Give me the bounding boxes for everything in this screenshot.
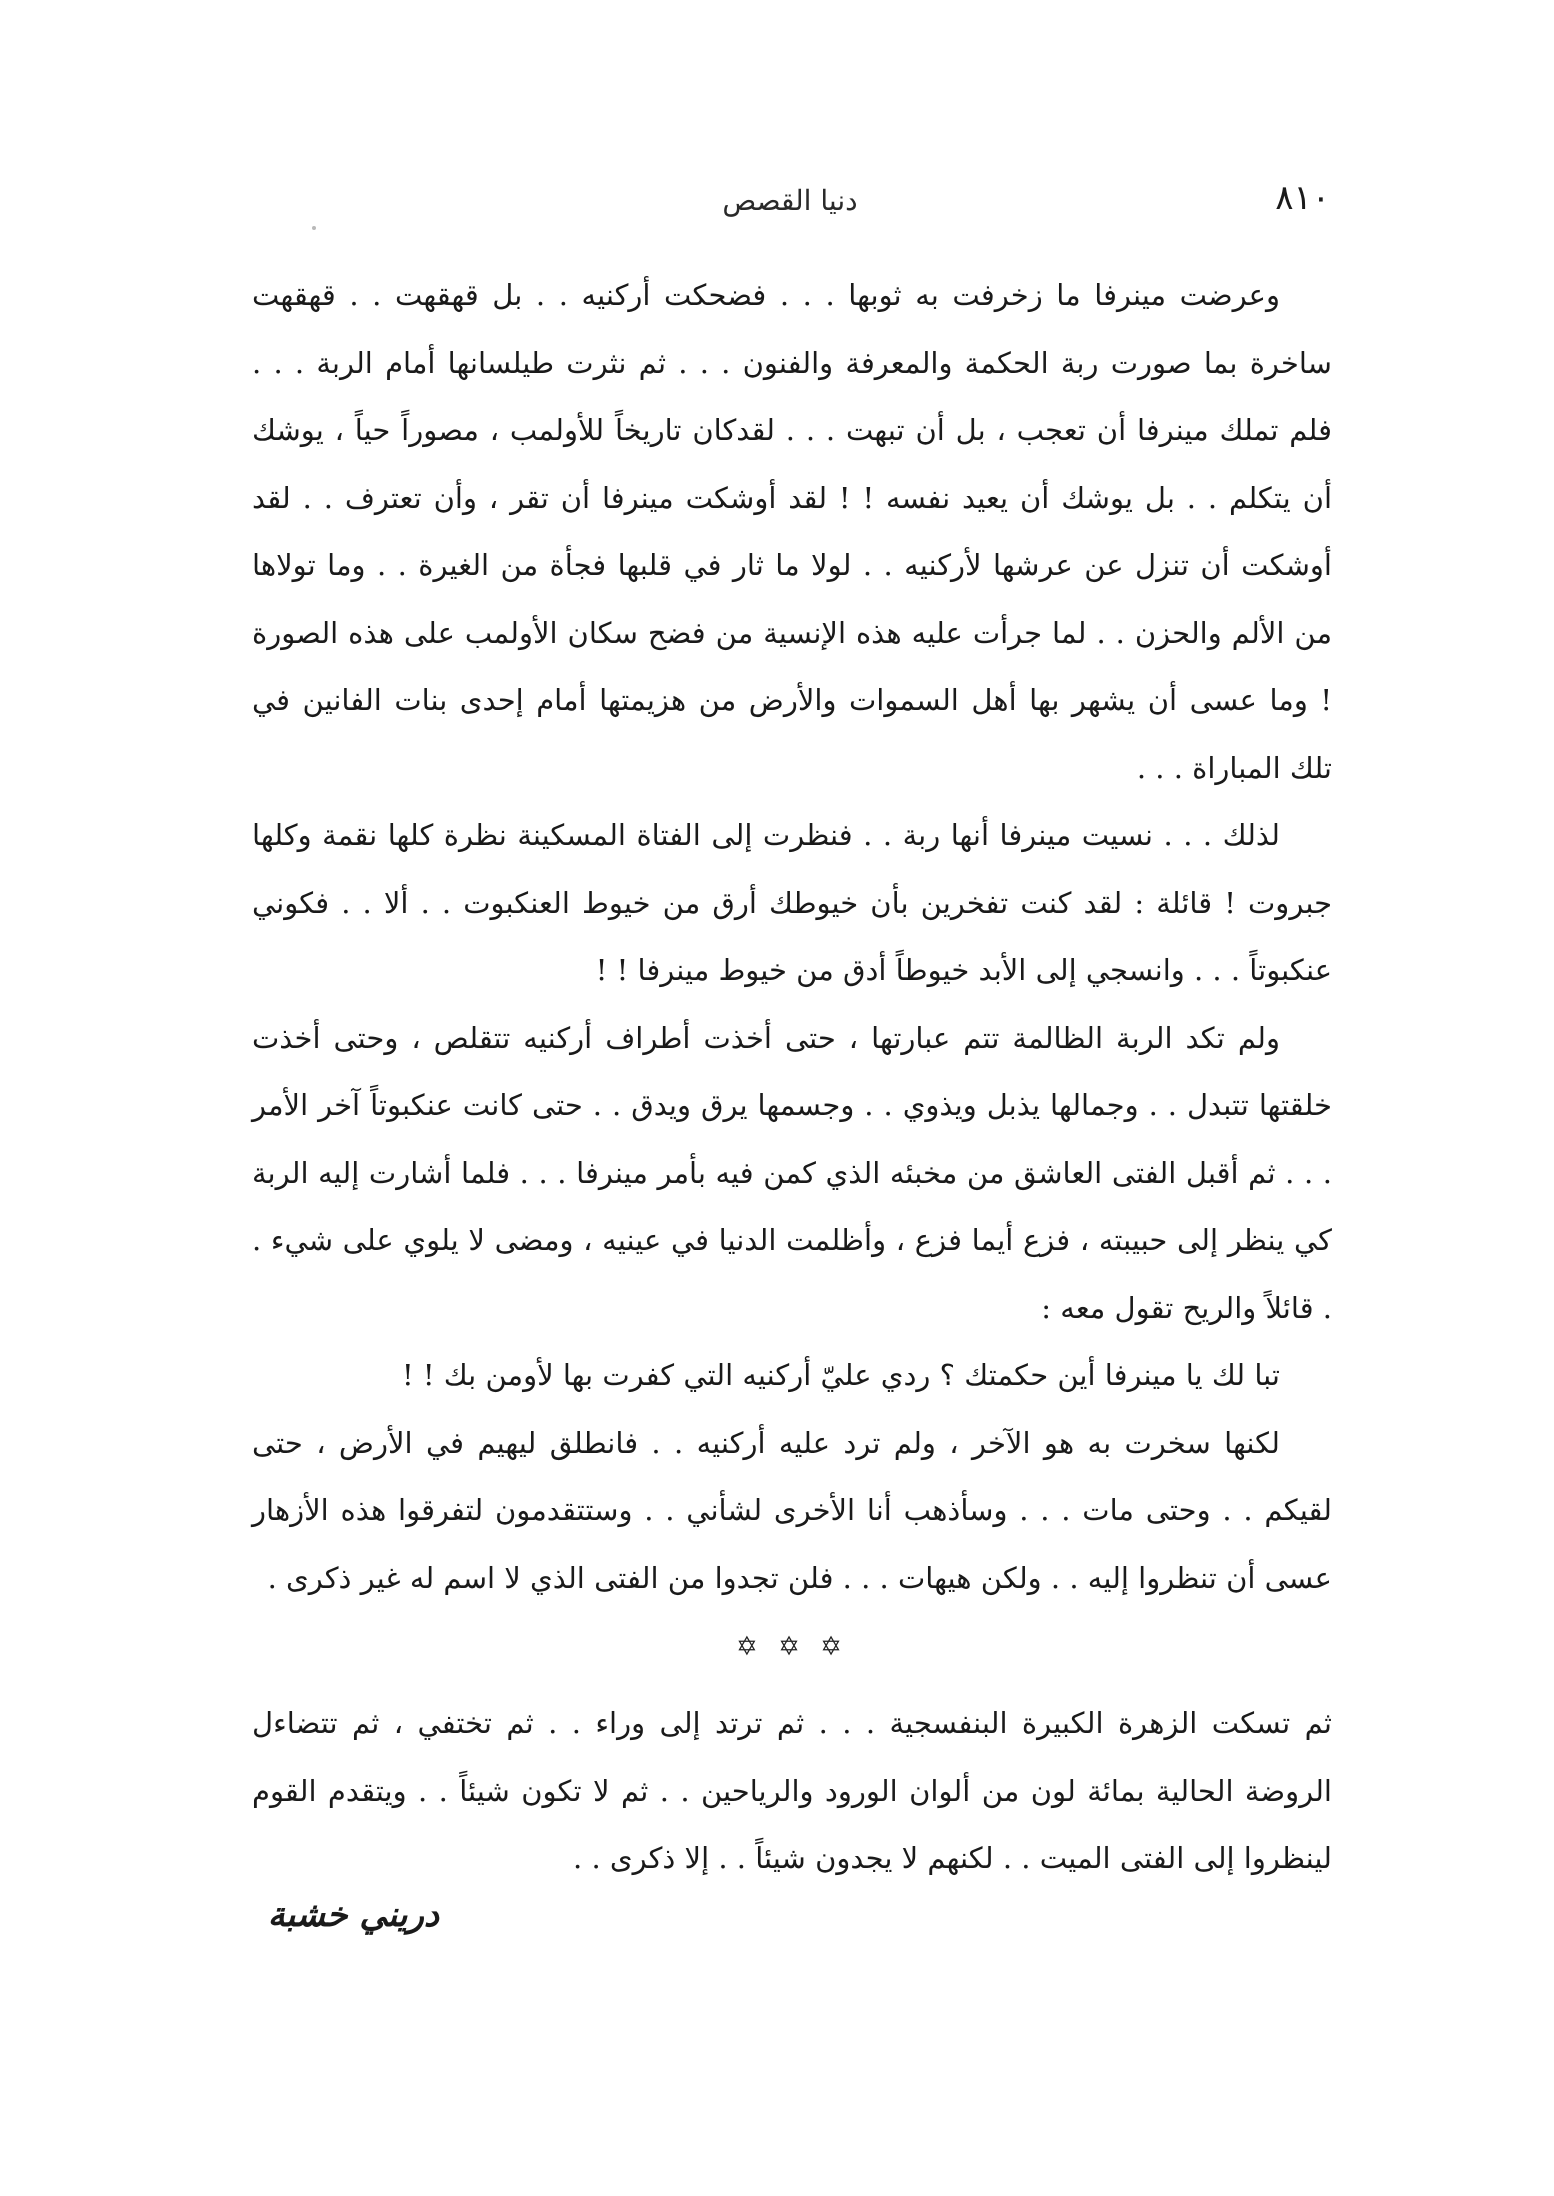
section-separator-stars: ✡ ✡ ✡ (736, 1632, 848, 1662)
paragraph-4: تبا لك يا مينرفا أين حكمتك ؟ ردي عليّ أركنيه التي كفرت بها لأومن بك ! ! (401, 1358, 1280, 1392)
paragraph-1: وعرضت مينرفا ما زخرفت به ثوبها . . . فضحكت أركنيه . . بل قهقهت . . قهقهت ساخرة بما صورت ربة الحكمة والمعرفة والفنون . . . ثم نثرت طيلسانها أمام الربة . . . فلم تملك مينرفا أن تعجب ، بل أن تبهت . . . لقدكان تاريخاً للأولمب ، مصوراً حياً ، يوشك أن يتكلم . . بل يوشك أن يعيد نفسه ! ! لقد أوشكت مينرفا أن تقر ، وأن تعترف . . لقد أوشكت أن تنزل عن عرشها لأركنيه . . لولا ما ثار في قلبها فجأة من الغيرة . . وما تولاها من الألم والحزن . . لما جرأت عليه هذه الإنسية من فضح سكان الأولمب على هذه الصورة ! وما عسى أن يشهر بها أهل السموات والأرض من هزيمتها أمام إحدى بنات الفانين في تلك المباراة . . . (252, 278, 1332, 785)
paragraph-5: لكنها سخرت به هو الآخر ، ولم ترد عليه أركنيه . . فانطلق ليهيم في الأرض ، حتى لقيكم . . وحتى مات . . . وسأذهب أنا الأخرى لشأني . . وستتقدمون لتفرقوا هذه الأزهار عسى أن تنظروا إليه . . ولكن هيهات . . . فلن تجدوا من الفتى الذي لا اسم له غير ذكرى . (252, 1425, 1332, 1595)
page-number: ٨١٠ (1275, 178, 1330, 218)
paragraph-2: لذلك . . . نسيت مينرفا أنها ربة . . فنظرت إلى الفتاة المسكينة نظرة كلها نقمة وكلها جبروت ! قائلة : لقد كنت تفخرين بأن خيوطك أرق من خيوط العنكبوت . . ألا . . فكوني عنكبوتاً . . . وانسجي إلى الأبد خيوطاً أدق من خيوط مينرفا ! ! (252, 818, 1332, 987)
page-header (250, 178, 1330, 238)
closing-section (252, 1690, 1332, 1893)
paragraph-3: ولم تكد الربة الظالمة تتم عبارتها ، حتى أخذت أطراف أركنيه تتقلص ، وحتى أخذت خلقتها تتبدل . . وجمالها يذبل ويذوي . . وجسمها يرق ويدق . . حتى كانت عنكبوتاً آخر الأمر . . . ثم أقبل الفتى العاشق من مخبئه الذي كمن فيه بأمر مينرفا . . . فلما أشارت إليه الربة كي ينظر إلى حبيبته ، فزع أيما فزع ، وأظلمت الدنيا في عينيه ، ومضى لا يلوي على شيء . . قائلاً والريح تقول معه : (252, 1020, 1332, 1325)
body-text (252, 262, 1332, 1893)
author-signature: دريني خشبة (267, 1895, 439, 1935)
running-title: دنيا القصص (722, 184, 858, 217)
scan-speck (312, 226, 316, 230)
closing-paragraph: ثم تسكت الزهرة الكبيرة البنفسجية . . . ثم ترتد إلى وراء . . ثم تختفي ، ثم تتضاءل الروضة الحالية بمائة لون من ألوان الورود والرياحين . . ثم لا تكون شيئاً . . ويتقدم القوم لينظروا إلى الفتى الميت . . لكنهم لا يجدون شيئاً . . إلا ذكرى . . (252, 1706, 1332, 1875)
